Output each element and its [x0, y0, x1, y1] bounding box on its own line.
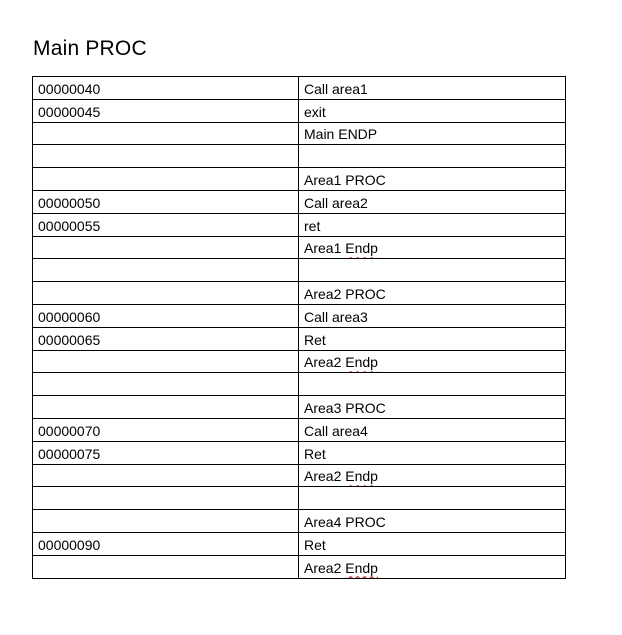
address-cell: 00000070: [33, 418, 299, 441]
instruction-cell: [299, 487, 566, 510]
instruction-text: Ret: [304, 445, 326, 462]
table-row: [33, 236, 566, 259]
address-cell: [33, 487, 299, 510]
address-cell: [33, 510, 299, 533]
table-row: [33, 145, 566, 168]
table-row: [33, 213, 566, 236]
instruction-cell: [299, 213, 566, 236]
address-cell: [33, 464, 299, 487]
page-title: Main PROC: [33, 37, 147, 60]
table-row: [33, 304, 566, 327]
address-cell: 00000060: [33, 304, 299, 327]
table-row: [33, 510, 566, 533]
instruction-cell: [299, 555, 566, 578]
instruction-text: Main ENDP: [304, 126, 378, 143]
instruction-text: Area2 PROC: [304, 285, 386, 302]
address-cell: 00000090: [33, 532, 299, 555]
address-cell: [33, 282, 299, 305]
table-row: [33, 373, 566, 396]
instruction-cell: [299, 99, 566, 122]
instruction-cell: [299, 464, 566, 487]
address-cell: 00000040: [33, 77, 299, 100]
address-cell: [33, 350, 299, 373]
address-cell: 00000055: [33, 213, 299, 236]
table-row: [33, 259, 566, 282]
code-listing-table: [32, 76, 566, 579]
table-row: [33, 99, 566, 122]
instruction-text: ret: [304, 217, 321, 234]
instruction-cell: [299, 259, 566, 282]
instruction-text: Call area3: [304, 308, 368, 325]
instruction-cell: [299, 282, 566, 305]
address-cell: [33, 555, 299, 578]
instruction-cell: [299, 77, 566, 100]
spellcheck-flagged-word: Endp: [345, 559, 378, 576]
instruction-text: Area1 PROC: [304, 171, 386, 188]
instruction-text: Area2: [304, 468, 346, 485]
instruction-cell: [299, 350, 566, 373]
instruction-text: Area3 PROC: [304, 399, 386, 416]
table-row: [33, 77, 566, 100]
address-cell: [33, 122, 299, 145]
table-row: [33, 396, 566, 419]
instruction-text: Area1: [304, 240, 346, 257]
address-cell: [33, 259, 299, 282]
instruction-text: Ret: [304, 331, 326, 348]
address-cell: 00000050: [33, 190, 299, 213]
instruction-cell: [299, 532, 566, 555]
instruction-text: Call area2: [304, 194, 368, 211]
instruction-cell: [299, 304, 566, 327]
instruction-text: Area4 PROC: [304, 513, 386, 530]
instruction-text: Area2: [304, 559, 346, 576]
table-row: [33, 464, 566, 487]
instruction-cell: [299, 122, 566, 145]
instruction-text: Area2: [304, 354, 346, 371]
table-row: [33, 190, 566, 213]
code-listing-body: [33, 77, 566, 579]
instruction-cell: [299, 190, 566, 213]
table-row: [33, 350, 566, 373]
instruction-text: Call area4: [304, 422, 368, 439]
table-row: [33, 282, 566, 305]
address-cell: 00000075: [33, 441, 299, 464]
table-row: [33, 418, 566, 441]
instruction-text: Ret: [304, 536, 326, 553]
instruction-cell: [299, 373, 566, 396]
instruction-cell: [299, 441, 566, 464]
instruction-cell: [299, 418, 566, 441]
table-row: [33, 327, 566, 350]
spellcheck-flagged-word: Endp: [345, 468, 378, 485]
table-row: [33, 168, 566, 191]
table-row: [33, 555, 566, 578]
instruction-cell: [299, 396, 566, 419]
address-cell: [33, 373, 299, 396]
address-cell: [33, 396, 299, 419]
table-row: [33, 532, 566, 555]
address-cell: [33, 168, 299, 191]
spellcheck-flagged-word: Endp: [345, 240, 378, 257]
instruction-cell: [299, 327, 566, 350]
instruction-text: Call area1: [304, 80, 368, 97]
spellcheck-flagged-word: Endp: [345, 354, 378, 371]
instruction-text: exit: [304, 103, 326, 120]
address-cell: 00000045: [33, 99, 299, 122]
address-cell: 00000065: [33, 327, 299, 350]
table-row: [33, 441, 566, 464]
address-cell: [33, 236, 299, 259]
table-row: [33, 122, 566, 145]
instruction-cell: [299, 510, 566, 533]
instruction-cell: [299, 145, 566, 168]
table-row: [33, 487, 566, 510]
address-cell: [33, 145, 299, 168]
instruction-cell: [299, 236, 566, 259]
instruction-cell: [299, 168, 566, 191]
